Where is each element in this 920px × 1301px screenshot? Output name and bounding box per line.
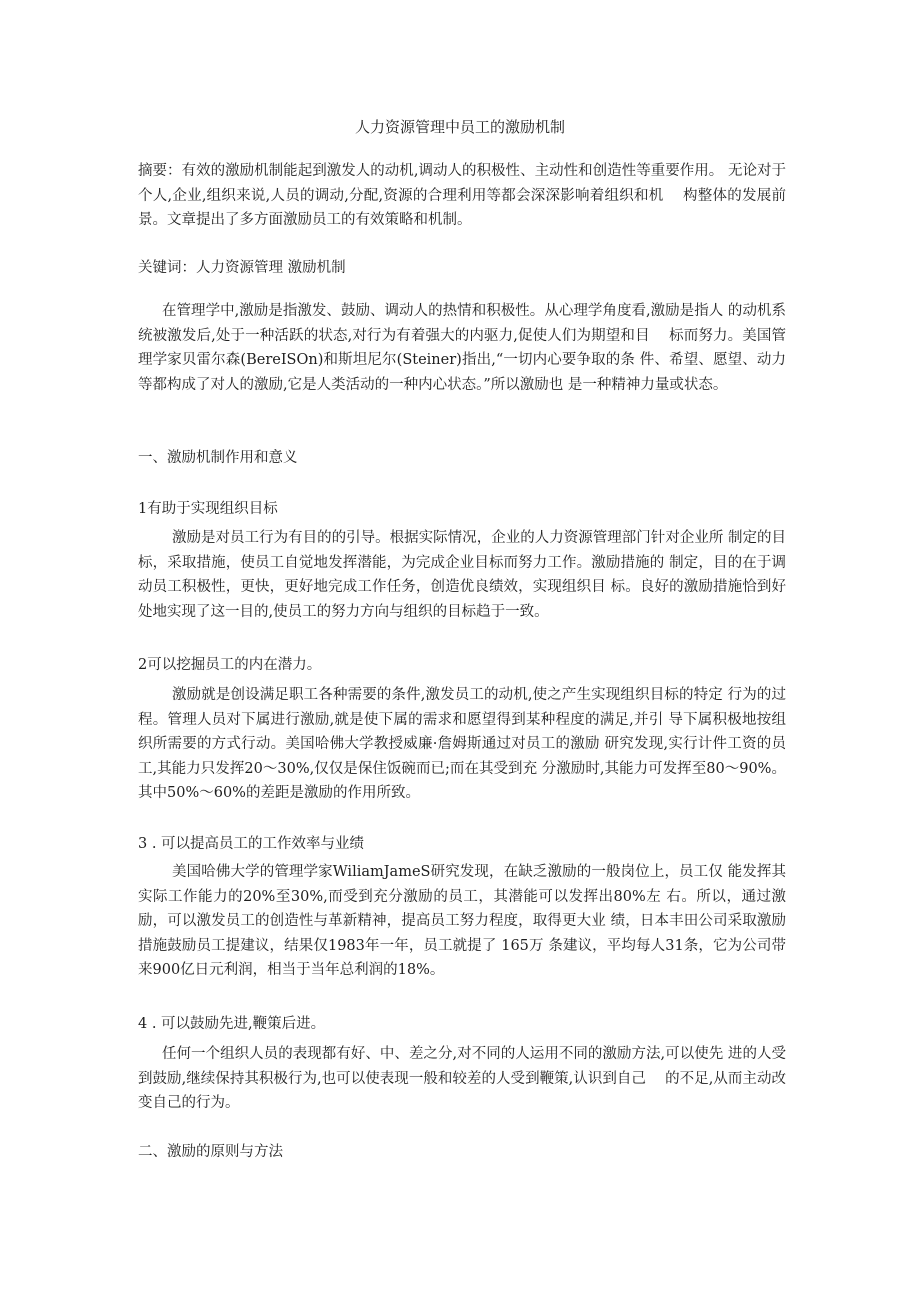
section-heading-1: 一、激励机制作用和意义 [138,450,298,466]
abstract-paragraph: 摘要：有效的激励机制能起到激发人的动机,调动人的积极性、主动性和创造性等重要作用。 无论对于个人,企业,组织来说,人员的调动,分配,资源的合理利用等都会深深影响着组织和机 构整体的发展前景。文章提出了多方面激励员工的有效策略和机制。 [138,163,786,228]
subsection-4-body: 任何一个组织人员的表现都有好、中、差之分,对不同的人运用不同的激励方法,可以使先 进的人受到鼓励,继续保持其积极行为,也可以使表现一般和较差的人受到鞭策,认识到自己 的不足,从而主动改变自己的行为。 [138,1046,786,1111]
document-title: 人力资源管理中员工的激励机制 [354,118,565,136]
subheading-4: 4 . 可以鼓励先进,鞭策后进。 [138,1016,326,1032]
subsection-1-body: 激励是对员工行为有目的的引导。根据实际情况，企业的人力资源管理部门针对企业所 制定的目标，采取措施，使员工自觉地发挥潜能，为完成企业目标而努力工作。激励措施的 制定，目的在于调动员工积极性，更快，更好地完成工作任务，创造优良绩效，实现组织目 标。良好的激励措施恰到好处地实现了这一目的,使员工的努力方向与组织的目标趋于一致。 [138,530,786,620]
section-heading-2: 二、激励的原则与方法 [138,1144,283,1160]
subsection-3-body: 美国哈佛大学的管理学家WiliamJameS研究发现，在缺乏激励的一般岗位上，员工仅 能发挥其实际工作能力的20%至30%,而受到充分激励的员工，其潜能可以发挥出80%左 右。所以，通过激励，可以激发员工的创造性与革新精神，提高员工努力程度，取得更大业 绩，日本丰田公司采取激励措施鼓励员工提建议，结果仅1983年一年，员工就提了 165万 条建议，平均每人31条，它为公司带来900亿日元利润，相当于当年总利润的18%。 [138,864,786,978]
keywords-line: 关键词：人力资源管理 激励机制 [138,260,346,276]
subheading-3: 3 . 可以提高员工的工作效率与业绩 [138,836,365,852]
intro-paragraph: 在管理学中,激励是指激发、鼓励、调动人的热情和积极性。从心理学角度看,激励是指人 的动机系统被激发后,处于一种活跃的状态,对行为有着强大的内驱力,促使人们为期望和目 标而努力。美国管理学家贝雷尔森(BereISOn)和斯坦尼尔(Steiner)指出,“一切内心要争取的条 件、希望、愿望、动力等都构成了对人的激励,它是人类活动的一种内心状态。”所以激励也 是一种精神力量或状态。 [138,303,786,393]
subsection-2-body: 激励就是创设满足职工各种需要的条件,激发员工的动机,使之产生实现组织目标的特定 行为的过程。管理人员对下属进行激励,就是使下属的需求和愿望得到某种程度的满足,并引 导下属积极地按组织所需要的方式行动。美国哈佛大学教授威廉·詹姆斯通过对员工的激励 研究发现,实行计件工资的员工,其能力只发挥20～30%,仅仅是保住饭碗而已;而在其受到充 分激励时,其能力可发挥至80～90%。其中50%～60%的差距是激励的作用所致。 [138,687,786,801]
subheading-1: 1有助于实现组织目标 [138,501,278,517]
subheading-2: 2可以挖掘员工的内在潜力。 [138,657,322,673]
